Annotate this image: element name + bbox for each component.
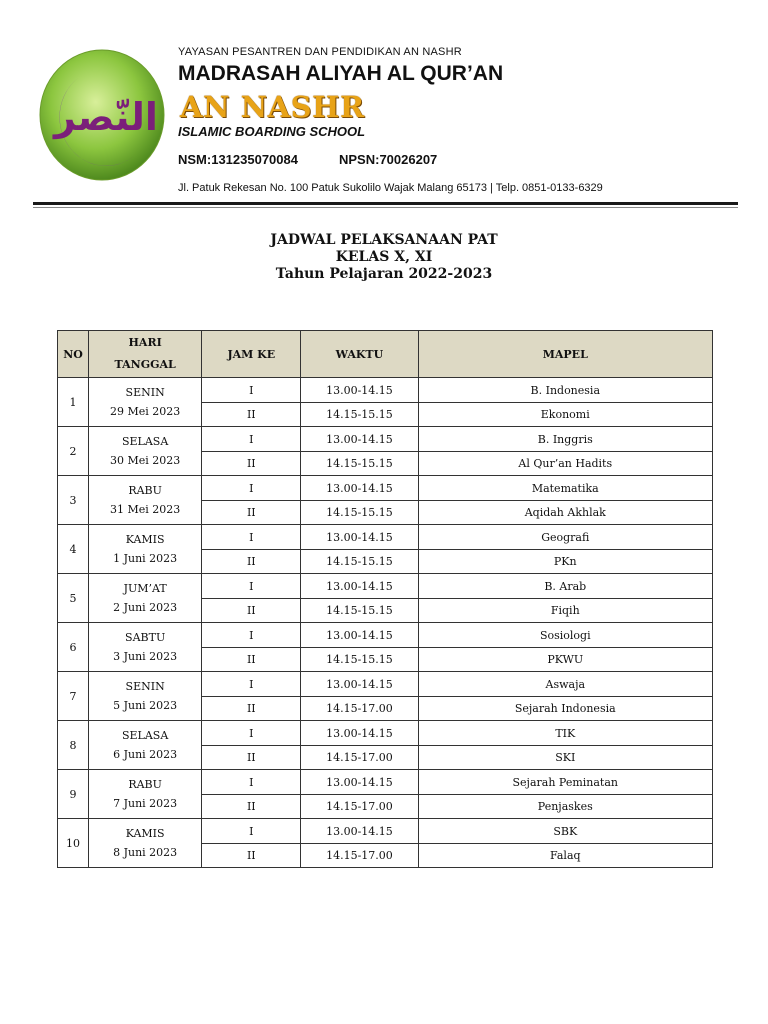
cell-waktu: 14.15-17.00: [301, 795, 418, 819]
cell-waktu: 14.15-17.00: [301, 844, 418, 868]
cell-mapel: Aswaja: [418, 672, 712, 697]
cell-waktu: 14.15-15.15: [301, 501, 418, 525]
cell-mapel: B. Indonesia: [418, 378, 712, 403]
cell-waktu: 14.15-15.15: [301, 599, 418, 623]
cell-waktu: 13.00-14.15: [301, 427, 418, 452]
cell-hari-tanggal: [89, 623, 202, 672]
header-jam-ke: JAM KE: [202, 331, 301, 378]
cell-waktu: 14.15-15.15: [301, 648, 418, 672]
cell-day: SELASA: [121, 729, 169, 742]
table-row: [58, 672, 713, 697]
nsm-number: NSM:131235070084: [178, 152, 298, 167]
cell-waktu: 14.15-17.00: [301, 697, 418, 721]
cell-no: 1: [58, 378, 89, 427]
cell-date: 2 Juni 2023: [113, 601, 178, 614]
cell-day: KAMIS: [125, 827, 165, 840]
cell-date: 5 Juni 2023: [113, 699, 178, 712]
brand-name: AN NASHR: [180, 90, 365, 124]
cell-day: SELASA: [121, 435, 169, 448]
cell-mapel: TIK: [418, 721, 712, 746]
cell-hari-tanggal: [89, 672, 202, 721]
header-hari-tanggal: [89, 331, 202, 378]
header-mapel: MAPEL: [418, 331, 712, 378]
cell-mapel: Geografi: [418, 525, 712, 550]
cell-mapel: Al Qur’an Hadits: [418, 452, 712, 476]
cell-no: 7: [58, 672, 89, 721]
cell-hari-tanggal: [89, 525, 202, 574]
cell-waktu: 13.00-14.15: [301, 819, 418, 844]
cell-no: 5: [58, 574, 89, 623]
cell-waktu: 13.00-14.15: [301, 476, 418, 501]
cell-no: 8: [58, 721, 89, 770]
header-divider: [33, 202, 738, 205]
cell-mapel: Ekonomi: [418, 403, 712, 427]
cell-waktu: 14.15-17.00: [301, 746, 418, 770]
table-row: [58, 721, 713, 746]
cell-hari-tanggal: [89, 427, 202, 476]
cell-jam: II: [202, 795, 301, 819]
cell-mapel: PKWU: [418, 648, 712, 672]
cell-waktu: 13.00-14.15: [301, 672, 418, 697]
npsn-number: NPSN:70026207: [339, 152, 438, 167]
cell-mapel: Sejarah Peminatan: [418, 770, 712, 795]
cell-jam: II: [202, 599, 301, 623]
cell-waktu: 13.00-14.15: [301, 770, 418, 795]
table-row: [58, 525, 713, 550]
cell-date: 29 Mei 2023: [109, 405, 181, 418]
cell-date: 7 Juni 2023: [113, 797, 178, 810]
cell-mapel: PKn: [418, 550, 712, 574]
cell-day: SENIN: [125, 386, 165, 399]
cell-jam: II: [202, 746, 301, 770]
document-title: [0, 232, 768, 283]
table-row: [58, 623, 713, 648]
cell-waktu: 14.15-15.15: [301, 550, 418, 574]
cell-jam: I: [202, 476, 301, 501]
cell-jam: I: [202, 819, 301, 844]
cell-date: 30 Mei 2023: [109, 454, 181, 467]
cell-no: 10: [58, 819, 89, 868]
cell-mapel: Sejarah Indonesia: [418, 697, 712, 721]
title-line-3: Tahun Pelajaran 2022-2023: [275, 266, 493, 282]
cell-jam: II: [202, 501, 301, 525]
cell-waktu: 13.00-14.15: [301, 721, 418, 746]
schedule-table: [57, 330, 713, 868]
cell-mapel: Aqidah Akhlak: [418, 501, 712, 525]
table-row: [58, 476, 713, 501]
header-hari: HARI: [128, 336, 162, 349]
table-row: [58, 819, 713, 844]
cell-mapel: SBK: [418, 819, 712, 844]
table-row: [58, 770, 713, 795]
header-waktu: WAKTU: [301, 331, 418, 378]
header-divider-thin: [33, 207, 738, 208]
cell-mapel: B. Arab: [418, 574, 712, 599]
cell-waktu: 14.15-15.15: [301, 452, 418, 476]
school-name: MADRASAH ALIYAH AL QUR’AN: [178, 62, 504, 85]
cell-date: 1 Juni 2023: [113, 552, 178, 565]
foundation-name: YAYASAN PESANTREN DAN PENDIDIKAN AN NASHR: [178, 46, 462, 58]
cell-no: 3: [58, 476, 89, 525]
cell-day: RABU: [128, 778, 162, 791]
cell-jam: II: [202, 648, 301, 672]
cell-no: 2: [58, 427, 89, 476]
cell-hari-tanggal: [89, 378, 202, 427]
cell-waktu: 13.00-14.15: [301, 378, 418, 403]
cell-hari-tanggal: [89, 819, 202, 868]
cell-date: 6 Juni 2023: [113, 748, 178, 761]
table-row: [58, 378, 713, 403]
school-logo: [38, 48, 166, 182]
cell-jam: I: [202, 574, 301, 599]
cell-hari-tanggal: [89, 770, 202, 819]
header-no: NO: [58, 331, 89, 378]
school-ids: [178, 152, 438, 167]
cell-jam: I: [202, 623, 301, 648]
cell-jam: I: [202, 427, 301, 452]
cell-jam: I: [202, 525, 301, 550]
table-row: [58, 574, 713, 599]
header-tanggal: TANGGAL: [114, 358, 176, 371]
cell-waktu: 14.15-15.15: [301, 403, 418, 427]
cell-date: 8 Juni 2023: [113, 846, 178, 859]
cell-hari-tanggal: [89, 574, 202, 623]
cell-hari-tanggal: [89, 721, 202, 770]
cell-date: 3 Juni 2023: [113, 650, 178, 663]
cell-date: 31 Mei 2023: [109, 503, 181, 516]
cell-waktu: 13.00-14.15: [301, 525, 418, 550]
cell-mapel: Fiqih: [418, 599, 712, 623]
cell-waktu: 13.00-14.15: [301, 623, 418, 648]
cell-jam: II: [202, 452, 301, 476]
school-tagline: ISLAMIC BOARDING SCHOOL: [178, 124, 366, 139]
cell-day: KAMIS: [125, 533, 165, 546]
cell-jam: II: [202, 403, 301, 427]
cell-no: 9: [58, 770, 89, 819]
cell-day: SENIN: [125, 680, 165, 693]
cell-mapel: B. Inggris: [418, 427, 712, 452]
table-header-row: [58, 331, 713, 378]
cell-no: 6: [58, 623, 89, 672]
cell-jam: II: [202, 550, 301, 574]
cell-jam: II: [202, 697, 301, 721]
logo-arabic-text: النّصر: [54, 95, 158, 139]
cell-mapel: SKI: [418, 746, 712, 770]
title-line-1: JADWAL PELAKSANAAN PAT: [270, 232, 498, 248]
title-line-2: KELAS X, XI: [335, 249, 433, 265]
table-row: [58, 427, 713, 452]
cell-mapel: Matematika: [418, 476, 712, 501]
cell-jam: I: [202, 721, 301, 746]
cell-mapel: Sosiologi: [418, 623, 712, 648]
cell-day: JUM’AT: [123, 582, 167, 595]
cell-day: RABU: [128, 484, 162, 497]
cell-jam: I: [202, 770, 301, 795]
cell-waktu: 13.00-14.15: [301, 574, 418, 599]
cell-mapel: Penjaskes: [418, 795, 712, 819]
cell-jam: I: [202, 672, 301, 697]
cell-day: SABTU: [125, 631, 166, 644]
cell-jam: II: [202, 844, 301, 868]
school-address: Jl. Patuk Rekesan No. 100 Patuk Sukolilo Wajak Malang 65173 | Telp. 0851-0133-6329: [178, 182, 603, 194]
cell-mapel: Falaq: [418, 844, 712, 868]
cell-no: 4: [58, 525, 89, 574]
cell-jam: I: [202, 378, 301, 403]
cell-hari-tanggal: [89, 476, 202, 525]
